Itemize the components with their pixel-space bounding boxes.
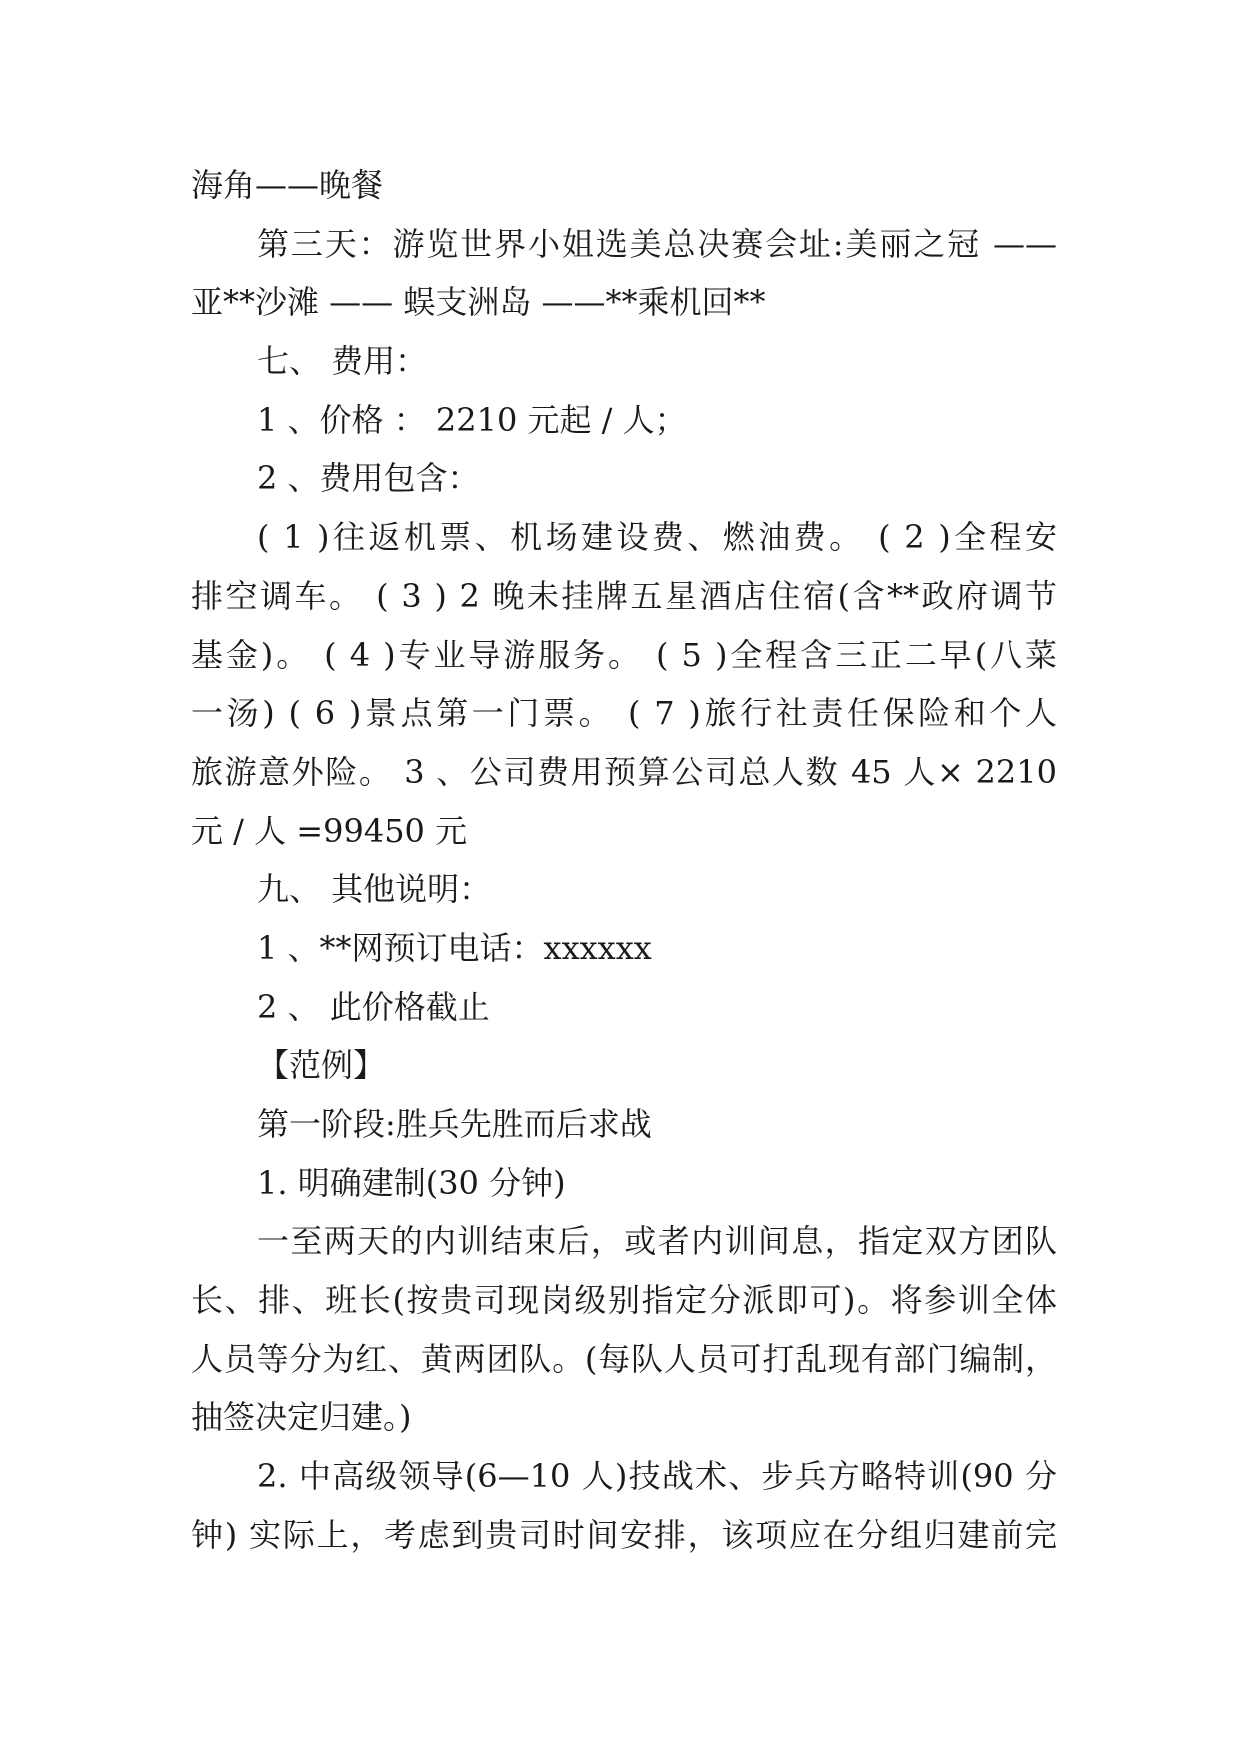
text-line: 基金)。 ( 4 )专业导游服务。 ( 5 )全程含三正二早(八菜 — [191, 635, 1057, 674]
text-line: 2. 中高级领导(6—10 人)技战术、步兵方略特训(90 分 — [257, 1457, 1057, 1496]
text-line: 钟) 实际上，考虑到贵司时间安排，该项应在分组归建前完 — [191, 1515, 1057, 1554]
text-line: 人员等分为红、黄两团队。(每队人员可打乱现有部门编制， — [191, 1339, 1057, 1378]
text-line: 长、排、班长(按贵司现岗级别指定分派即可)。将参训全体 — [191, 1281, 1057, 1320]
text-line: 元 / 人 =99450 元 — [191, 811, 468, 850]
text-line: 一至两天的内训结束后，或者内训间息，指定双方团队 — [257, 1222, 1057, 1261]
text-line: 一汤) ( 6 )景点第一门票。 ( 7 )旅行社责任保险和个人 — [191, 694, 1057, 733]
example-heading: 【范例】 — [257, 1046, 386, 1085]
document-body — [191, 156, 1057, 1565]
text-line: 1 、**网预订电话：xxxxxx — [257, 928, 652, 967]
text-line: 海角——晚餐 — [191, 166, 384, 204]
text-line: 1. 明确建制(30 分钟) — [257, 1163, 566, 1202]
section-heading: 九、 其他说明： — [257, 870, 492, 909]
text-line: 排空调车。 ( 3 ) 2 晚未挂牌五星酒店住宿(含**政府调节 — [191, 576, 1057, 615]
text-line: 亚**沙滩 —— 蜈支洲岛 ——**乘机回** — [191, 283, 766, 322]
text-line: 第三天：游览世界小姐选美总决赛会址:美丽之冠 —— — [257, 224, 1057, 263]
text-line: 1 、价格 ： 2210 元起 / 人； — [257, 400, 687, 439]
text-line: 2 、 此价格截止 — [257, 987, 490, 1026]
text-line: 旅游意外险。 3 、公司费用预算公司总人数 45 人× 2210 — [191, 752, 1057, 791]
section-heading: 七、 费用： — [257, 342, 428, 381]
text-line: 抽签决定归建。) — [191, 1398, 412, 1437]
stage-heading: 第一阶段:胜兵先胜而后求战 — [257, 1105, 652, 1143]
text-line: 2 、费用包含： — [257, 459, 480, 498]
text-line: ( 1 )往返机票、机场建设费、燃油费。 ( 2 )全程安 — [257, 518, 1057, 557]
